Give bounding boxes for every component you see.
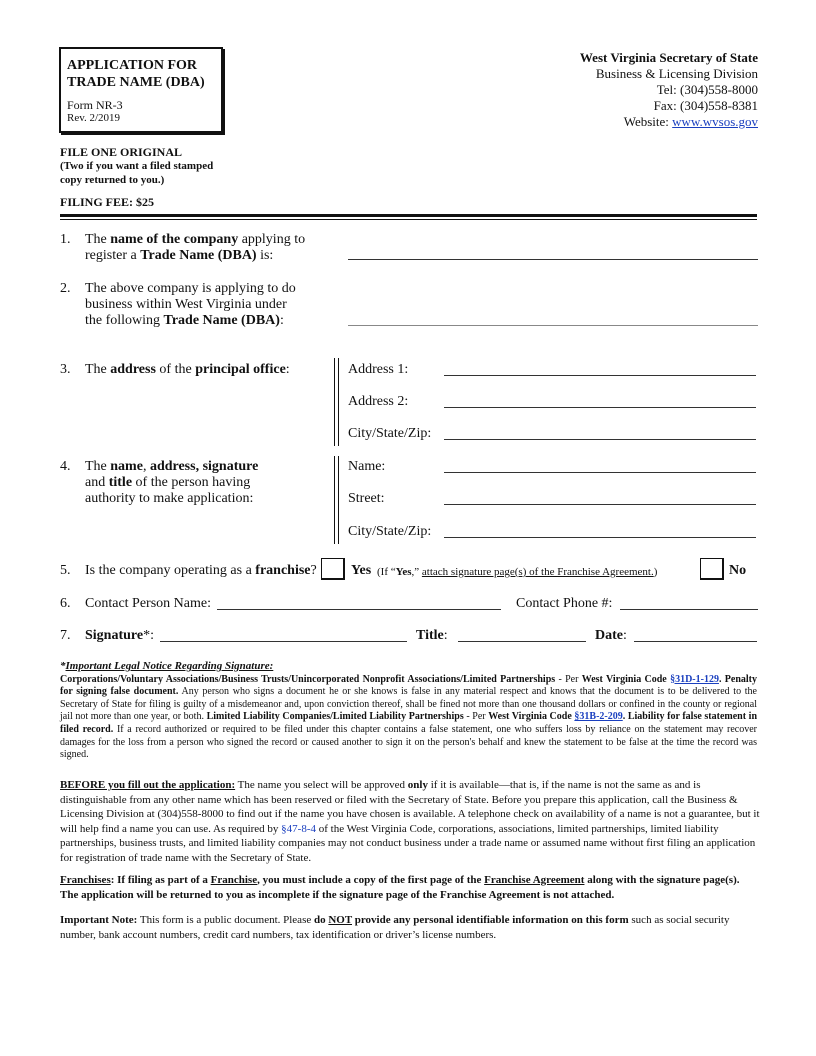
date-label: Date: (595, 628, 627, 643)
q6-number: 6. (60, 596, 71, 611)
signature-label: Signature*: (85, 628, 154, 643)
q5-text: Is the company operating as a franchise? (85, 563, 317, 578)
header-divider-thick (60, 214, 757, 217)
code-link-31d[interactable]: §31D-1-129 (670, 673, 719, 685)
franchise-yes-label: Yes (351, 563, 372, 578)
filing-fee: FILING FEE: $25 (60, 195, 155, 209)
applicant-name-label: Name: (348, 459, 386, 474)
code-link-47-8-4[interactable]: §47-8-4 (281, 822, 316, 835)
title-field[interactable] (458, 641, 586, 642)
franchise-yes-checkbox[interactable] (321, 558, 345, 580)
date-field[interactable] (634, 641, 757, 642)
website-link[interactable]: www.wvsos.gov (672, 114, 758, 129)
q1-text: The name of the company applying to register a Trade Name (DBA) is: (85, 232, 306, 263)
important-note-paragraph: Important Note: This form is a public document. Please do NOT provide any personal identifiable information on this form such as social security number, bank account numbers, credit card numbers, tax identification or driver’s license numbers. (60, 914, 730, 941)
q2-text: The above company is applying to do business within West Virginia under the following Trade Name (DBA): (85, 281, 296, 328)
contact-name-field[interactable] (217, 609, 501, 610)
header-divider-thin (60, 219, 757, 220)
franchise-no-checkbox[interactable] (700, 558, 724, 580)
franchise-paragraph: Franchises: If filing as part of a Franchise, you must include a copy of the first page of the Franchise Agreement along with the signature page(s). The application will be returned to you as incomplete if the signature page of the Franchise Agreement is not attached. (60, 874, 740, 901)
contact-phone-field[interactable] (620, 609, 758, 610)
agency-tel: Tel: (304)558-8000 (656, 82, 758, 97)
q3-text: The address of the principal office: (85, 362, 290, 377)
agency-name: West Virginia Secretary of State (579, 50, 758, 65)
contact-phone-label: Contact Phone #: (516, 596, 613, 611)
legal-notice: *Important Legal Notice Regarding Signature: Corporations/Voluntary Associations/Business Trusts/Unincorporated Nonprofit Associations/Limited Partnerships - Per West Virginia Code §31D-1-129. Penalty for signing false document. Any person who signs a document he or she knows is false in any material respect and knows that the document is to be delivered to the Secretary of State for filing is guilty of a misdemeanor and, upon conviction thereof, shall be fined not more than one thousand dollars or confined in the county or regional jail not more than one year, or both. Limited Liability Companies/Limited Liability Partnerships - Per West Virginia Code §31B-2-209. Liability for false statement in filed record. If a record authorized or required to be filed under this chapter contains a false statement, one who suffers loss by reliance on the statement may recover damages for the loss from a person who signed the record or caused another to sign it on the person's behalf and knew the statement to be false at the time the record was signed. (60, 660, 758, 761)
address1-field[interactable] (444, 375, 756, 376)
q4-divider (334, 456, 339, 544)
agency-info (580, 50, 758, 130)
form-number: Form NR-3 (67, 98, 123, 112)
applicant-street-field[interactable] (444, 504, 756, 505)
signature-field[interactable] (160, 641, 407, 642)
website-label: Website: (623, 114, 669, 129)
q3-number: 3. (60, 362, 71, 377)
form-title-box (59, 47, 223, 133)
trade-name-field[interactable] (348, 325, 758, 326)
applicant-name-field[interactable] (444, 472, 756, 473)
q2-number: 2. (60, 281, 71, 296)
form-title-line1: APPLICATION FOR (67, 58, 198, 73)
address2-field[interactable] (444, 407, 756, 408)
file-one-original: FILE ONE ORIGINAL (60, 145, 183, 159)
q5-number: 5. (60, 563, 71, 578)
franchise-yes-note: (If “Yes,” attach signature page(s) of the Franchise Agreement.) (377, 566, 658, 578)
q4-text: The name, address, signature and title of the person having authority to make application: (85, 459, 259, 506)
title-label: Title: (416, 628, 448, 643)
q1-number: 1. (60, 232, 71, 247)
address2-label: Address 2: (348, 394, 409, 409)
division-name: Business & Licensing Division (595, 66, 758, 81)
form-revision: Rev. 2/2019 (67, 112, 121, 124)
company-name-field[interactable] (348, 259, 758, 260)
applicant-city-label: City/State/Zip: (348, 524, 432, 539)
file-note-line1: (Two if you want a filed stamped (60, 160, 214, 172)
franchise-no-label: No (729, 563, 747, 578)
q3-divider (334, 358, 339, 446)
before-filling-paragraph: BEFORE you fill out the application: The name you select will be approved only if it is available—that is, if the name is not the same as and is distinguishable from any other name which has been reserved or filed with the Secretary of State. Before you prepare this application, call the Business & Licensing Division at (304)558-8000 to find out if the name you have chosen is available. A telephone check on availability of a name is not a guarantee, but it will help find a name you can use. As required by §47-8-4 of the West Virginia Code, corporations, associations, limited partnerships, limited liability partnerships, business trusts, and limited liability companies may not conduct business under a trade name or assumed name without first filing an application for registration of trade name with the Secretary of State. (60, 779, 760, 864)
form-title-line2: TRADE NAME (DBA) (67, 75, 205, 90)
agency-fax: Fax: (304)558-8381 (653, 98, 758, 113)
file-instructions (60, 145, 213, 187)
applicant-street-label: Street: (348, 491, 385, 506)
contact-name-label: Contact Person Name: (85, 596, 211, 611)
office-city-label: City/State/Zip: (348, 426, 432, 441)
file-note-line2: copy returned to you.) (60, 174, 165, 186)
q7-number: 7. (60, 628, 71, 643)
applicant-city-field[interactable] (444, 537, 756, 538)
address1-label: Address 1: (348, 362, 409, 377)
office-city-field[interactable] (444, 439, 756, 440)
code-link-31b[interactable]: §31B-2-209 (574, 711, 623, 723)
legal-notice-heading: Important Legal Notice Regarding Signature: (65, 660, 274, 672)
q4-number: 4. (60, 459, 71, 474)
